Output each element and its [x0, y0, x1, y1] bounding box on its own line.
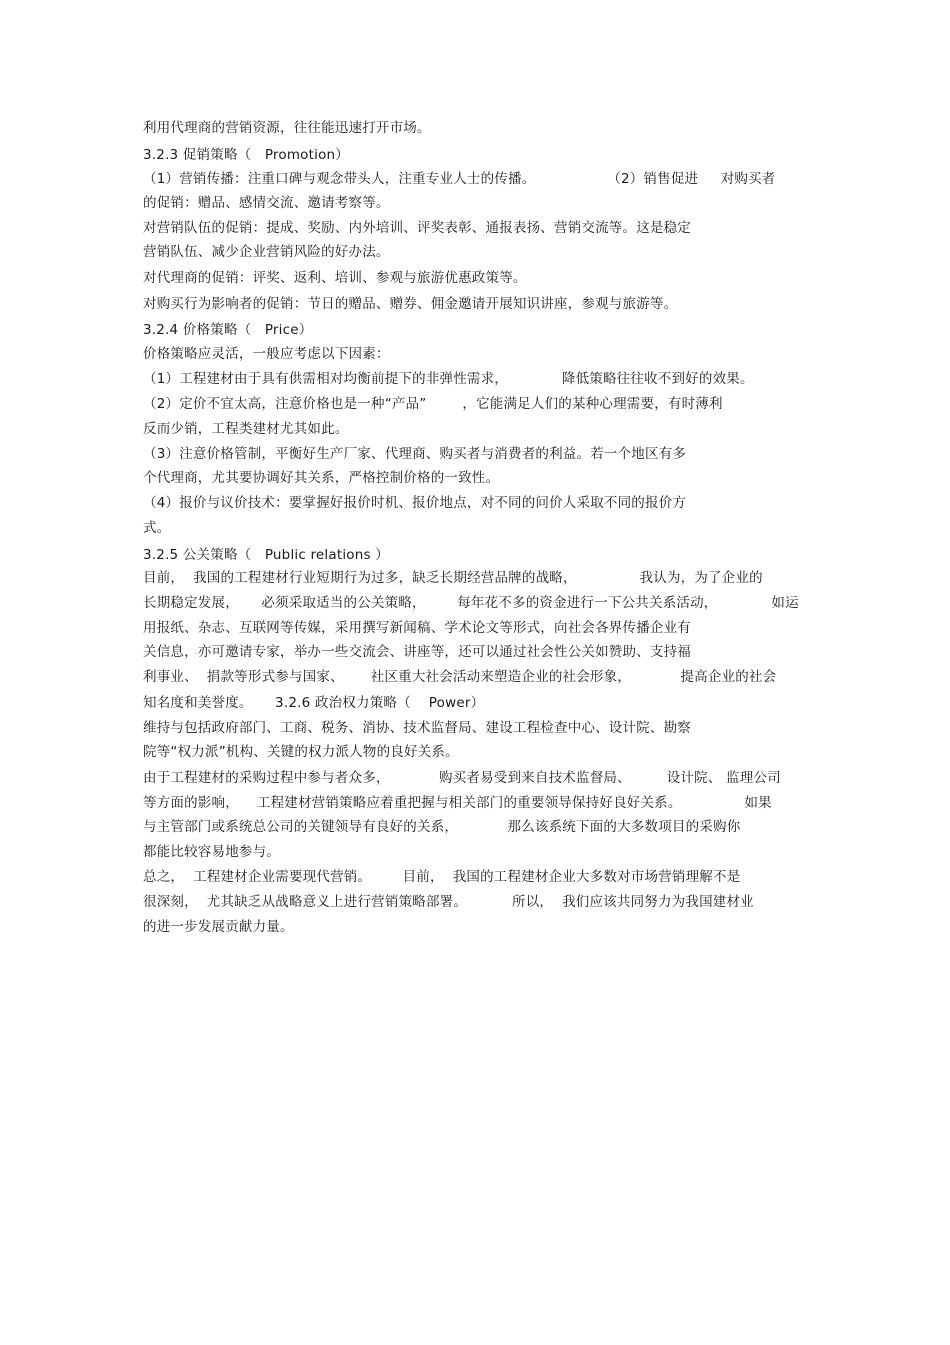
text-line: 对购买行为影响者的促销：节日的赠品、赠券、佣金邀请开展知识讲座，参观与旅游等。	[143, 296, 678, 312]
text-line: （1）工程建材由于具有供需相对均衡前提下的非弹性需求， 降低策略往往收不到好的效果。	[143, 371, 754, 387]
text-line: 知名度和美誉度。 3.2.6 政治权力策略（ Power）	[143, 695, 485, 711]
text-line: 式。	[143, 520, 171, 536]
text-line: 由于工程建材的采购过程中参与者众多， 购买者易受到来自技术监督局、 设计院、 监理公司	[143, 770, 781, 786]
text-line: （4）报价与议价技术：要掌握好报价时机、报价地点，对不同的问价人采取不同的报价方	[143, 495, 687, 511]
text-line: 对营销队伍的促销：提成、奖励、内外培训、评奖表彰、通报表扬、营销交流等。这是稳定	[143, 220, 691, 236]
text-line: 反而少销，工程类建材尤其如此。	[143, 421, 349, 437]
text-line: 目前， 我国的工程建材行业短期行为过多，缺乏长期经营品牌的战略， 我认为，为了企业的	[143, 570, 763, 586]
text-line: 总之， 工程建材企业需要现代营销。 目前， 我国的工程建材企业大多数对市场营销理解不是	[143, 869, 741, 885]
text-line: 很深刻， 尤其缺乏从战略意义上进行营销策略部署。 所以， 我们应该共同努力为我国建材业	[143, 894, 754, 910]
text-line: 长期稳定发展， 必须采取适当的公关策略， 每年花不多的资金进行一下公共关系活动， 如运	[143, 595, 799, 611]
text-line: 院等“权力派”机构、关键的权力派人物的良好关系。	[143, 744, 459, 760]
text-line: 关信息，亦可邀请专家，举办一些交流会、讲座等，还可以通过社会性公关如赞助、支持福	[143, 644, 691, 660]
text-line: 用报纸、杂志、互联网等传媒，采用撰写新闻稿、学术论文等形式，向社会各界传播企业有	[143, 620, 691, 636]
text-line: （2）定价不宜太高，注意价格也是一种“产品” ，它能满足人们的某种心理需要，有时薄利	[143, 396, 723, 412]
text-line: 营销队伍、减少企业营销风险的好办法。	[143, 244, 390, 260]
text-line: 价格策略应灵活，一般应考虑以下因素：	[143, 346, 390, 362]
text-line: 利事业、 捐款等形式参与国家、 社区重大社会活动来塑造企业的社会形象， 提高企业的社会	[143, 669, 777, 685]
text-line: 利用代理商的营销资源，往往能迅速打开市场。	[143, 120, 431, 136]
text-line: 都能比较容易地参与。	[143, 844, 280, 860]
text-line: （3）注意价格管制，平衡好生产厂家、代理商、购买者与消费者的利益。若一个地区有多	[143, 446, 687, 462]
text-line: （1）营销传播：注重口碑与观念带头人，注重专业人士的传播。 （2）销售促进 对购买者	[143, 171, 776, 187]
text-line: 的促销：赠品、感情交流、邀请考察等。	[143, 195, 390, 211]
text-line: 的进一步发展贡献力量。	[143, 919, 294, 935]
text-line: 与主管部门或系统总公司的关键领导有良好的关系， 那么该系统下面的大多数项目的采购你	[143, 819, 741, 835]
text-line: 对代理商的促销：评奖、返利、培训、参观与旅游优惠政策等。	[143, 270, 527, 286]
text-line: 等方面的影响， 工程建材营销策略应着重把握与相关部门的重要领导保持好良好关系。 如果	[143, 795, 772, 811]
section-heading: 3.2.5 公关策略（ Public relations ）	[143, 547, 389, 563]
section-heading: 3.2.4 价格策略（ Price）	[143, 322, 313, 338]
text-line: 个代理商，尤其要协调好其关系，严格控制价格的一致性。	[143, 470, 500, 486]
section-heading: 3.2.3 促销策略（ Promotion）	[143, 147, 350, 163]
text-line: 维持与包括政府部门、工商、税务、消协、技术监督局、建设工程检查中心、设计院、勘察	[143, 720, 691, 736]
